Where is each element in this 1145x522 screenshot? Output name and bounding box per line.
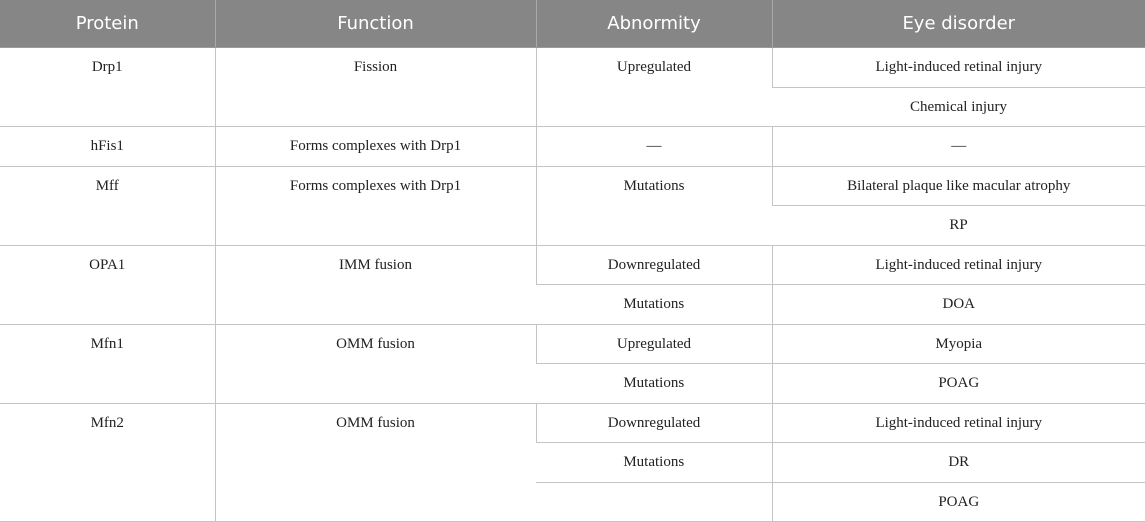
protein-cell: Mff: [0, 166, 215, 245]
abnormity-cell: Mutations: [536, 364, 772, 404]
function-cell: OMM fusion: [215, 403, 536, 522]
table-row: [0, 245, 1145, 285]
table-row: [0, 48, 1145, 88]
abnormity-cell: Mutations: [536, 166, 772, 245]
header-function: Function: [215, 0, 536, 48]
eye-disorder-cell: DOA: [772, 285, 1145, 325]
eye-disorder-cell: Light-induced retinal injury: [772, 245, 1145, 285]
abnormity-cell: Downregulated: [536, 403, 772, 443]
eye-disorder-cell: Light-induced retinal injury: [772, 48, 1145, 88]
eye-disorder-cell: Light-induced retinal injury: [772, 403, 1145, 443]
abnormity-cell: [536, 482, 772, 522]
function-cell: Forms complexes with Drp1: [215, 127, 536, 167]
function-cell: IMM fusion: [215, 245, 536, 324]
header-protein: Protein: [0, 0, 215, 48]
protein-cell: OPA1: [0, 245, 215, 324]
abnormity-cell: —: [536, 127, 772, 167]
table-header: [0, 0, 1145, 48]
abnormity-cell: Upregulated: [536, 324, 772, 364]
eye-disorder-cell: Chemical injury: [772, 87, 1145, 127]
eye-disorder-cell: RP: [772, 206, 1145, 246]
header-eye-disorder: Eye disorder: [772, 0, 1145, 48]
protein-cell: Mfn1: [0, 324, 215, 403]
table-row: [0, 127, 1145, 167]
protein-cell: Drp1: [0, 48, 215, 127]
abnormity-cell: Upregulated: [536, 48, 772, 127]
header-abnormity: Abnormity: [536, 0, 772, 48]
eye-disorder-cell: —: [772, 127, 1145, 167]
function-cell: Fission: [215, 48, 536, 127]
abnormity-cell: Mutations: [536, 443, 772, 483]
protein-cell: hFis1: [0, 127, 215, 167]
abnormity-cell: Mutations: [536, 285, 772, 325]
eye-disorder-cell: POAG: [772, 482, 1145, 522]
eye-disorder-cell: Myopia: [772, 324, 1145, 364]
eye-disorder-cell: POAG: [772, 364, 1145, 404]
protein-cell: Mfn2: [0, 403, 215, 522]
abnormity-cell: Downregulated: [536, 245, 772, 285]
eye-disorder-cell: DR: [772, 443, 1145, 483]
table-body: [0, 48, 1145, 522]
table-row: [0, 324, 1145, 364]
table-row: [0, 166, 1145, 206]
eye-disorder-cell: Bilateral plaque like macular atrophy: [772, 166, 1145, 206]
function-cell: Forms complexes with Drp1: [215, 166, 536, 245]
header-row: [0, 0, 1145, 48]
function-cell: OMM fusion: [215, 324, 536, 403]
table-row: [0, 403, 1145, 443]
